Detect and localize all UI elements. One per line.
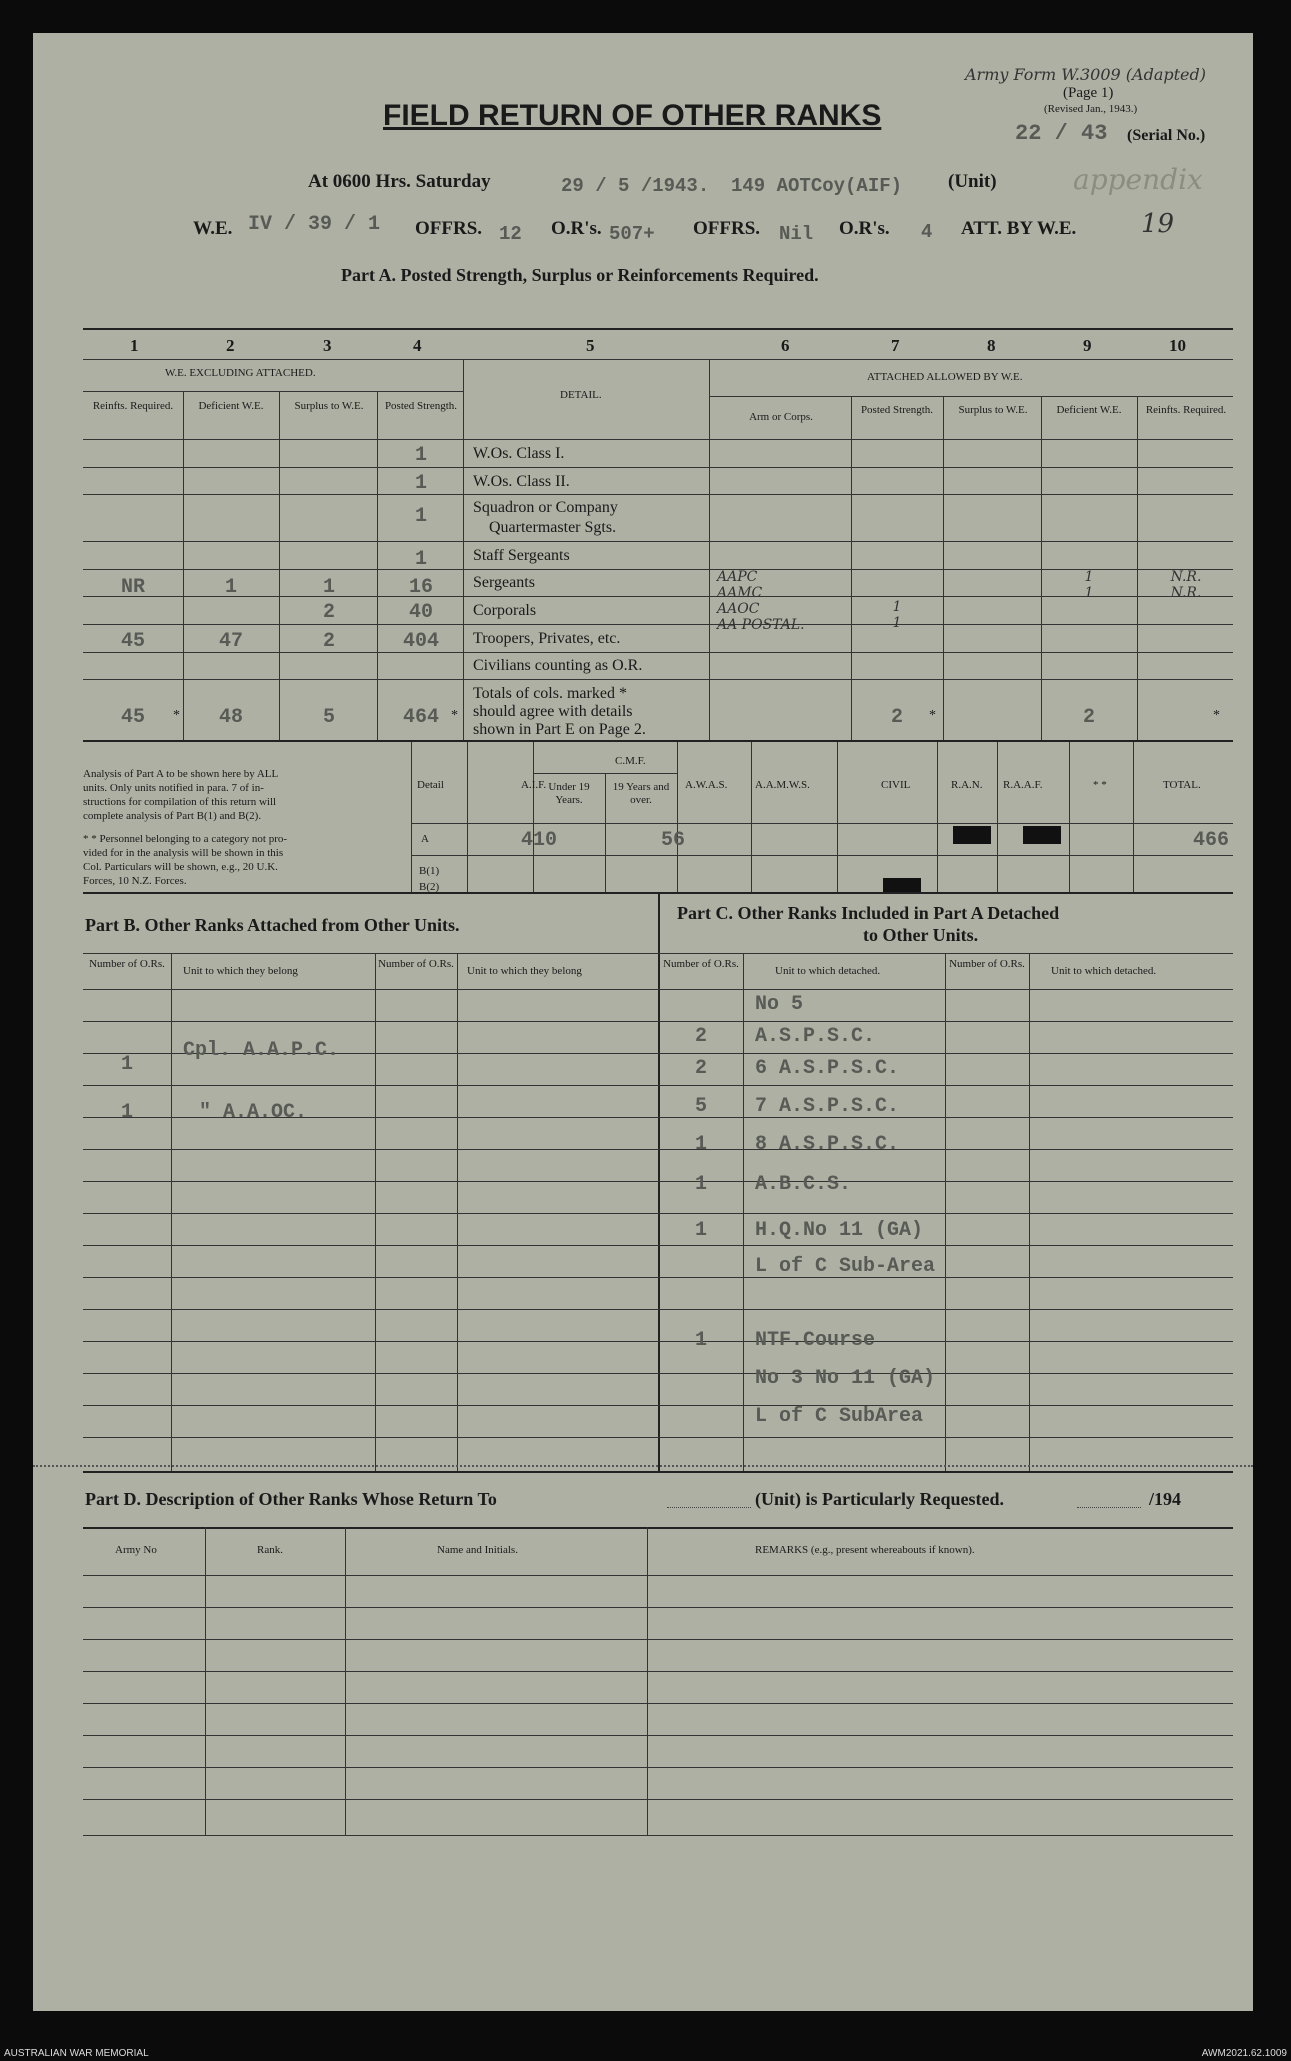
redaction [883, 878, 921, 892]
unit-name: 149 AOTCoy(AIF) [731, 175, 903, 197]
rule [743, 953, 744, 1471]
detail-civilians: Civilians counting as O.R. [473, 657, 643, 674]
analysis-note-line: Analysis of Part A to be shown here by ALL [83, 768, 279, 780]
attached-allowed-header: ATTACHED ALLOWED BY W.E. [867, 371, 1023, 383]
rule [83, 1799, 1233, 1800]
revised-date: (Revised Jan., 1943.) [1044, 103, 1138, 115]
analysis-note [83, 767, 278, 823]
rule [837, 742, 838, 892]
detail-wo1: W.Os. Class I. [473, 445, 565, 462]
total-star: * [173, 708, 180, 723]
att-posted-cpl-1: 1 [892, 599, 902, 615]
att-label: ATT. BY W.E. [961, 218, 1077, 239]
analysis-note-line: vided for in the analysis will be shown in this [83, 847, 284, 859]
part-d-head-army-no: Army No [115, 1544, 157, 1556]
we-value: IV / 39 / 1 [248, 213, 381, 236]
rule [647, 1527, 648, 1835]
rule [345, 1527, 346, 1835]
col-number: 9 [1083, 336, 1092, 355]
sgt-deficient: 1 [224, 576, 237, 599]
total-deficient: 48 [218, 706, 243, 729]
detail-cqms: Squadron or Company [473, 499, 618, 516]
part-d-title: Part D. Description of Other Ranks Whose Return To [85, 1489, 497, 1509]
rule [83, 1309, 1233, 1310]
we-excluding-header: W.E. EXCLUDING ATTACHED. [165, 367, 316, 379]
total-posted: 464 [402, 706, 439, 729]
analysis-cmf-head: C.M.F. [615, 755, 646, 767]
rule [83, 624, 1233, 625]
rule [83, 1527, 1233, 1529]
part-c-num: 2 [694, 1025, 707, 1048]
rule [83, 1639, 1233, 1640]
rule [83, 1149, 1233, 1150]
we-label: W.E. [193, 218, 233, 239]
total-att-posted: 2 [890, 706, 903, 729]
posted-wo2: 1 [414, 472, 427, 495]
unit-label: (Unit) [948, 171, 997, 192]
rule [709, 359, 710, 740]
part-c-unit: A.B.C.S. [755, 1173, 852, 1196]
rule [463, 359, 464, 740]
part-c-unit: 8 A.S.P.S.C. [755, 1133, 900, 1156]
rule [677, 742, 678, 892]
rule [171, 953, 172, 1471]
part-c-unit: H.Q.No 11 (GA) [755, 1219, 924, 1242]
col-number: 4 [413, 336, 422, 355]
part-c-head-num-2: Number of O.Rs. [949, 958, 1025, 970]
rule [937, 742, 938, 892]
rule [83, 740, 1233, 742]
rule [943, 396, 944, 740]
rule [83, 1021, 1233, 1022]
part-c-title-1: Part C. Other Ranks Included in Part A Detached [677, 903, 1060, 923]
rule [83, 1735, 1233, 1736]
arm-sgt-2: AAMC [717, 585, 763, 601]
part-b-head-unit: Unit to which they belong [183, 965, 298, 977]
analysis-a-total: 466 [1193, 829, 1230, 852]
part-c-num: 5 [694, 1095, 707, 1118]
part-d-head-name: Name and Initials. [437, 1544, 518, 1556]
part-c-head-num: Number of O.Rs. [663, 958, 739, 970]
head-posted: Posted Strength. [384, 400, 458, 412]
rule [533, 773, 677, 774]
page-title: FIELD RETURN OF OTHER RANKS [383, 99, 882, 132]
rule [533, 742, 534, 892]
analysis-over19-head: 19 Years and over. [612, 781, 670, 806]
analysis-note-line: Col. Particulars will be shown, e.g., 20 U.K. [83, 861, 278, 873]
offrs2-label: OFFRS. [693, 218, 761, 239]
head-surplus-att: Surplus to W.E. [958, 404, 1028, 416]
col-number: 5 [586, 336, 595, 355]
rule [377, 391, 378, 740]
part-b-head-num-2: Number of O.Rs. [378, 958, 454, 970]
rule [83, 1181, 1233, 1182]
analysis-note-line: * * Personnel belonging to a category not pro- [83, 833, 288, 845]
rule [659, 953, 1233, 954]
rule [83, 679, 1233, 680]
part-d-unit-label: (Unit) is Particularly Requested. [755, 1489, 1004, 1509]
return-date: 29 / 5 /1943. [561, 175, 710, 197]
rule [709, 396, 1233, 397]
part-d-head-rank: Rank. [257, 1544, 283, 1556]
form-number: Army Form W.3009 (Adapted) [965, 65, 1207, 84]
rule [83, 1767, 1233, 1768]
att-reinfts-sgt-1: N.R. [1170, 569, 1202, 585]
part-b-title: Part B. Other Ranks Attached from Other Units. [85, 915, 460, 935]
analysis-raaf-head: R.A.A.F. [1003, 779, 1043, 791]
pte-posted: 404 [402, 630, 439, 653]
rule [411, 823, 1233, 824]
rule [83, 1373, 1233, 1374]
rule [83, 1671, 1233, 1672]
part-c-unit: L of C Sub-Area [755, 1255, 936, 1278]
analysis-note-line: structions for compilation of this return will [83, 796, 277, 808]
rule [83, 1835, 1233, 1836]
rule [83, 1703, 1233, 1704]
rule [83, 494, 1233, 495]
part-c-unit: L of C SubArea [755, 1405, 924, 1428]
part-c-num: 1 [694, 1219, 707, 1242]
rule [83, 439, 1233, 440]
part-c-unit: 7 A.S.P.S.C. [755, 1095, 900, 1118]
part-b-head-num: Number of O.Rs. [89, 958, 165, 970]
rule [751, 742, 752, 892]
rule [467, 742, 468, 892]
cpl-surplus: 2 [322, 601, 335, 624]
analysis-a-aif: 410 [521, 829, 558, 852]
head-deficient: Deficient W.E. [198, 400, 264, 412]
part-c-num: 1 [694, 1133, 707, 1156]
rule [1029, 953, 1030, 1471]
analysis-under19-head: Under 19 Years. [548, 781, 590, 806]
analysis-row-b2: B(2) [419, 881, 440, 893]
part-a-title: Part A. Posted Strength, Surplus or Reinforcements Required. [341, 265, 819, 285]
form-sheet [33, 33, 1253, 2011]
part-c-num: 1 [694, 1173, 707, 1196]
rule [83, 1575, 1233, 1576]
part-c-unit: No 3 No 11 (GA) [755, 1367, 936, 1390]
detail-totals-1: Totals of cols. marked * [473, 685, 627, 702]
part-b-head-unit-2: Unit to which they belong [467, 965, 582, 977]
posted-cqms: 1 [414, 505, 427, 528]
page-indicator: (Page 1) [1063, 85, 1114, 101]
rule [83, 1213, 1233, 1214]
part-c-head-unit-2: Unit to which detached. [1051, 965, 1157, 977]
total-star: * [451, 708, 458, 723]
part-c-unit: No 5 [755, 993, 804, 1016]
arm-sgt-1: AAPC [717, 569, 758, 585]
unit-blank [667, 1507, 751, 1508]
head-arm-corps: Arm or Corps. [749, 411, 813, 423]
att-deficient-sgt-1: 1 [1084, 569, 1094, 585]
perforation-line [33, 1465, 1253, 1467]
col-number: 6 [781, 336, 790, 355]
time-label: At 0600 Hrs. Saturday [308, 171, 491, 192]
detail-totals-2: should agree with details [473, 703, 633, 720]
part-c-unit: 6 A.S.P.S.C. [755, 1057, 900, 1080]
rule [83, 1341, 1233, 1342]
sgt-reinfts: NR [120, 576, 145, 599]
col-number: 8 [987, 336, 996, 355]
part-c-num: 1 [694, 1329, 707, 1352]
offrs2-value: Nil [779, 223, 814, 245]
rule [658, 892, 660, 1472]
date-blank [1077, 1507, 1141, 1508]
head-reinfts-att: Reinfts. Required. [1145, 404, 1227, 416]
ors-value: 507+ [609, 223, 655, 245]
detail-wo2: W.Os. Class II. [473, 473, 570, 490]
ors2-value: 4 [921, 221, 933, 243]
detail-cqms-2: Quartermaster Sgts. [489, 519, 617, 536]
rule [83, 1085, 1233, 1086]
col-number: 3 [323, 336, 332, 355]
serial-label: (Serial No.) [1127, 127, 1206, 144]
analysis-other-head: * * [1093, 779, 1107, 791]
archive-label: AUSTRALIAN WAR MEMORIAL [4, 2048, 149, 2059]
rule [1137, 396, 1138, 740]
rule [83, 1405, 1233, 1406]
part-d-date: /194 [1149, 1489, 1182, 1509]
head-surplus: Surplus to W.E. [294, 400, 364, 412]
analysis-civil-head: CIVIL [881, 779, 911, 791]
rule [457, 953, 458, 1471]
part-b-unit: " A.A.OC. [199, 1101, 308, 1124]
rule [83, 359, 1233, 360]
arm-cpl-2: AA POSTAL. [717, 617, 805, 633]
detail-header: DETAIL. [560, 389, 602, 401]
analysis-note-2 [83, 832, 287, 888]
analysis-note-line: Forces, 10 N.Z. Forces. [83, 875, 187, 887]
rule [83, 467, 1233, 468]
total-att-deficient: 2 [1082, 706, 1095, 729]
part-b-num: 1 [120, 1101, 133, 1124]
rule [83, 1607, 1233, 1608]
rule [83, 541, 1233, 542]
analysis-ran-head: R.A.N. [951, 779, 983, 791]
analysis-note-line: units. Only units notified in para. 7 of in- [83, 782, 264, 794]
rule [83, 953, 659, 954]
analysis-detail-head: Detail [417, 779, 444, 791]
ors2-label: O.R's. [839, 218, 890, 239]
rule [83, 989, 1233, 990]
part-c-title-2: to Other Units. [863, 925, 979, 945]
head-reinfts: Reinfts. Required. [92, 400, 174, 412]
pte-deficient: 47 [218, 630, 243, 653]
analysis-awas-head: A.W.A.S. [685, 779, 728, 791]
pte-reinfts: 45 [120, 630, 145, 653]
head-deficient-att: Deficient W.E. [1056, 404, 1122, 416]
sgt-posted: 16 [408, 576, 433, 599]
posted-wo1: 1 [414, 444, 427, 467]
serial-number: 22 / 43 [1015, 121, 1108, 146]
analysis-total-head: TOTAL. [1163, 779, 1201, 791]
part-b-unit: Cpl. A.A.P.C. [183, 1039, 340, 1062]
total-surplus: 5 [322, 706, 335, 729]
rule [411, 742, 412, 892]
accession-number: AWM2021.62.1009 [1201, 2048, 1287, 2059]
analysis-aamws-head: A.A.M.W.S. [755, 779, 810, 791]
att-reinfts-sgt-2: N.R. [1170, 585, 1202, 601]
rule [945, 953, 946, 1471]
rule [851, 396, 852, 740]
rule [83, 391, 463, 392]
att-value: 19 [1141, 209, 1175, 239]
detail-sergeants: Sergeants [473, 574, 535, 591]
part-c-unit: NTF.Course [755, 1329, 876, 1352]
sgt-surplus: 1 [322, 576, 335, 599]
rule [1133, 742, 1134, 892]
redaction [1023, 826, 1061, 844]
rule [1041, 396, 1042, 740]
offrs-value: 12 [499, 223, 522, 245]
analysis-aif-head: A.I.F. [521, 779, 547, 791]
rule [1069, 742, 1070, 892]
detail-staff-sgts: Staff Sergeants [473, 547, 570, 564]
total-star: * [1213, 708, 1220, 723]
cpl-posted: 40 [408, 601, 433, 624]
col-number: 2 [226, 336, 235, 355]
col-number: 7 [891, 336, 900, 355]
part-b-num: 1 [120, 1053, 133, 1076]
rule [411, 855, 1233, 856]
rule [997, 742, 998, 892]
arm-cpl-1: AAOC [717, 601, 760, 617]
rule [605, 773, 606, 892]
posted-staff-sgts: 1 [414, 548, 427, 571]
detail-totals-3: shown in Part E on Page 2. [473, 721, 646, 738]
att-deficient-sgt-2: 1 [1084, 585, 1094, 601]
head-posted-att: Posted Strength. [860, 404, 934, 416]
rule [83, 1437, 1233, 1438]
analysis-a-cmf-over: 56 [661, 829, 686, 852]
detail-troopers: Troopers, Privates, etc. [473, 630, 621, 647]
part-d-head-remarks: REMARKS (e.g., present whereabouts if known). [755, 1544, 975, 1556]
rule [83, 1277, 1233, 1278]
rule [279, 391, 280, 740]
rule [83, 1245, 1233, 1246]
part-c-unit: A.S.P.S.C. [755, 1025, 876, 1048]
att-posted-cpl-2: 1 [892, 615, 902, 631]
rule [205, 1527, 206, 1835]
detail-corporals: Corporals [473, 602, 537, 619]
total-star: * [929, 708, 936, 723]
part-c-num: 2 [694, 1057, 707, 1080]
rule [375, 953, 376, 1471]
offrs-label: OFFRS. [415, 218, 483, 239]
total-reinfts: 45 [120, 706, 145, 729]
rule [183, 391, 184, 740]
pte-surplus: 2 [322, 630, 335, 653]
appendix-note: appendix [1073, 163, 1203, 196]
rule [83, 328, 1233, 330]
analysis-row-a: A [421, 833, 429, 845]
analysis-row-b1: B(1) [419, 865, 440, 877]
analysis-note-line: complete analysis of Part B(1) and B(2). [83, 810, 262, 822]
redaction [953, 826, 991, 844]
rule [83, 1471, 1233, 1473]
part-c-head-unit: Unit to which detached. [775, 965, 881, 977]
col-number: 1 [130, 336, 139, 355]
col-number: 10 [1169, 336, 1186, 355]
ors-label: O.R's. [551, 218, 602, 239]
